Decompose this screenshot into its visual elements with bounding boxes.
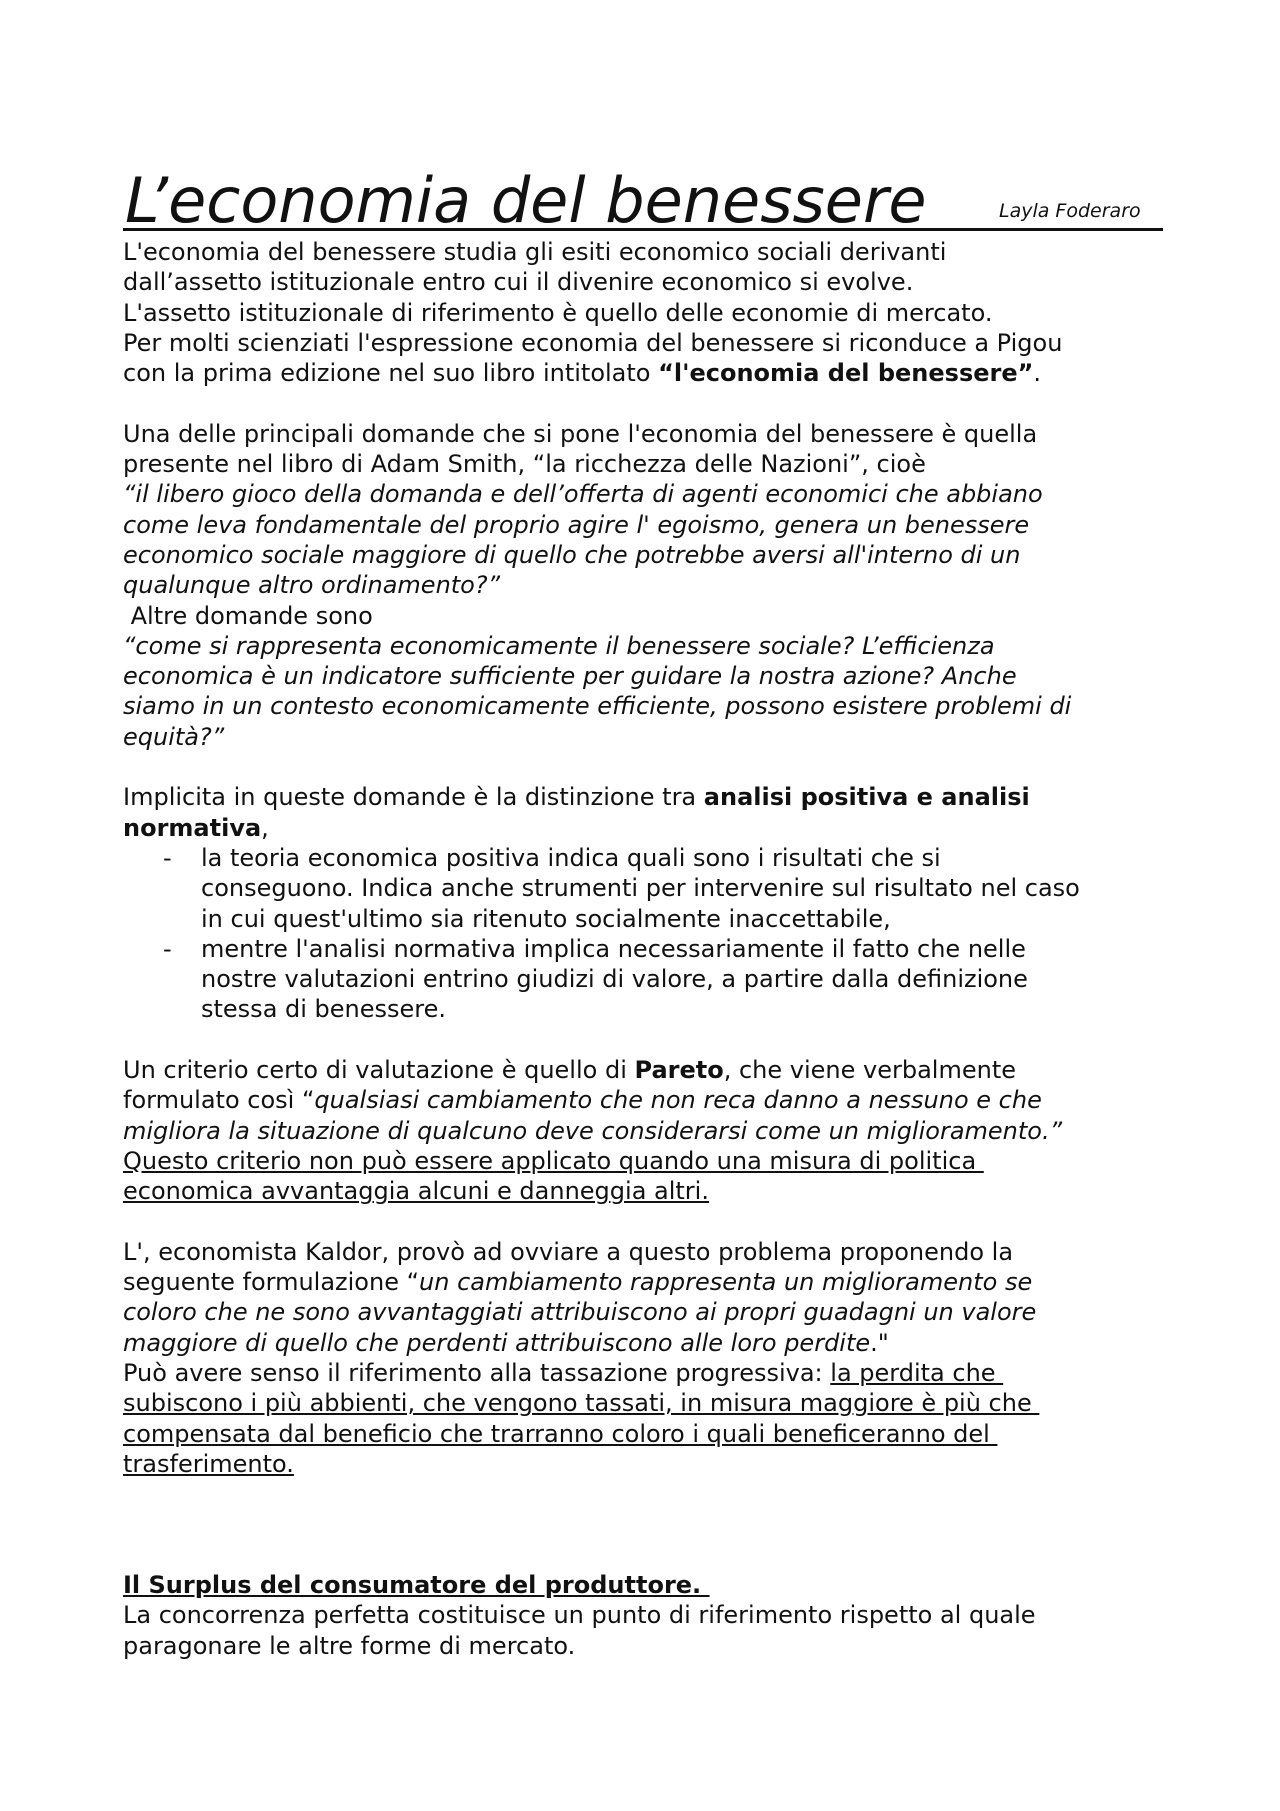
text-line [123,1085,1173,1115]
quote-line: siamo in un contesto economicamente efficiente, possono esistere problemi di [123,692,1072,721]
text-span: ." [870,1328,889,1357]
quote-line: come leva fondamentale del proprio agire l' egoismo, genera un benessere [123,510,1030,539]
spacer [123,1479,1173,1570]
text-line: dall’assetto istituzionale entro cui il divenire economico si evolve. [123,268,914,297]
quote-line: qualunque altro ordinamento?” [123,571,501,600]
text-line: L'assetto istituzionale di riferimento è quello delle economie di mercato. [123,298,993,327]
spacer [123,388,1173,418]
text-line [123,782,1173,812]
text-line: paragonare le altre forme di mercato. [123,1631,576,1660]
text-line [123,1055,1173,1085]
spacer [123,1207,1173,1237]
text-span: con la prima edizione nel suo libro intitolato [123,359,659,388]
text-span: , che viene verbalmente [723,1056,1016,1085]
text-line: Una delle principali domande che si pone l'economia del benessere è quella [123,419,1038,448]
document-page [123,150,1173,1661]
quote-line: equità?” [123,722,225,751]
analysis-paragraph [123,782,1173,1024]
list-item [123,843,1173,934]
text-line: nostre valutazioni entrino giudizi di valore, a partire dalla definizione [201,965,1028,994]
text-line [123,1328,1173,1358]
text-span: seguente formulazione “ [123,1268,420,1297]
underlined-line: subiscono i più abbienti, che vengono tassati, in misura maggiore è più che [123,1389,1040,1418]
spacer [123,1025,1173,1055]
text-line: la teoria economica positiva indica quali sono i risultati che si [201,843,941,872]
bold-term: analisi positiva e analisi [703,783,1030,812]
text-line: La concorrenza perfetta costituisce un punto di riferimento rispetto al quale [123,1601,1036,1630]
text-span: , [261,813,269,842]
underlined-line: trasferimento. [123,1449,294,1478]
quote-line: coloro che ne sono avvantaggiati attribuiscono ai propri guadagni un valore [123,1298,1037,1327]
underlined-line: Questo criterio non può essere applicato quando una misura di politica [123,1146,984,1175]
text-line: stessa di benessere. [201,995,447,1024]
quote-line: economico sociale maggiore di quello che potrebbe aversi all'interno di un [123,540,1021,569]
underlined-span: la perdita che [830,1358,1004,1387]
section-heading: Il Surplus del consumatore del produttore. [123,1571,710,1600]
document-author: Layla Foderaro [999,199,1141,222]
text-span: Implicita in queste domande è la distinzione tra [123,783,704,812]
smith-paragraph [123,419,1173,752]
bullet-list [123,843,1173,1025]
text-line: in cui quest'ultimo sia ritenuto socialmente inaccettabile, [201,904,891,933]
document-title: L’economia del benessere [125,164,927,237]
bold-term: normativa [123,813,262,842]
text-line [123,1267,1173,1297]
bold-term: Pareto [634,1056,724,1085]
dash-bullet-icon: - [163,843,172,872]
quote-span: maggiore di quello che perdenti attribuiscono alle loro perdite [123,1328,871,1357]
text-line: presente nel libro di Adam Smith, “la ricchezza delle Nazioni”, cioè [123,450,926,479]
quote-line: economica è un indicatore sufficiente per guidare la nostra azione? Anche [123,662,1017,691]
text-span: Può avere senso il riferimento alla tassazione progressiva: [123,1358,831,1387]
text-line [123,358,1173,388]
text-span: . [1033,359,1042,388]
text-span: formulato così “ [123,1086,315,1115]
text-line: L', economista Kaldor, provò ad ovviare a questo problema proponendo la [123,1237,1014,1266]
spacer [123,752,1173,782]
quote-line: “come si rappresenta economicamente il benessere sociale? L’efficienza [123,631,995,660]
underlined-line: economica avvantaggia alcuni e danneggia altri. [123,1177,709,1206]
title-bar [123,150,1163,237]
list-item [123,934,1173,1025]
text-line: conseguono. Indica anche strumenti per intervenire sul risultato nel caso [201,874,1080,903]
quote-line: “il libero gioco della domanda e dell’offerta di agenti economici che abbiano [123,480,1043,509]
text-line: Altre domande sono [123,601,373,630]
pareto-paragraph [123,1055,1173,1206]
text-line: Per molti scienziati l'espressione economia del benessere si riconduce a Pigou [123,328,1063,357]
text-line: mentre l'analisi normativa implica necessariamente il fatto che nelle [201,934,1026,963]
text-line [123,813,1173,843]
dash-bullet-icon: - [163,934,172,963]
book-title-bold: “l'economia del benessere” [658,359,1034,388]
text-line: L'economia del benessere studia gli esiti economico sociali derivanti [123,238,947,266]
quote-span: un cambiamento rappresenta un miglioramento se [419,1268,1033,1297]
kaldor-paragraph [123,1237,1173,1479]
quote-line: migliora la situazione di qualcuno deve considerarsi come un miglioramento.” [123,1116,1063,1145]
text-span: Un criterio certo di valutazione è quello di [123,1056,635,1085]
underlined-line: compensata dal beneficio che trarranno coloro i quali beneficeranno del [123,1419,998,1448]
surplus-section [123,1570,1173,1661]
quote-span: qualsiasi cambiamento che non reca danno a nessuno e che [314,1086,1042,1115]
intro-paragraph [123,237,1173,388]
text-line [123,1358,1173,1388]
